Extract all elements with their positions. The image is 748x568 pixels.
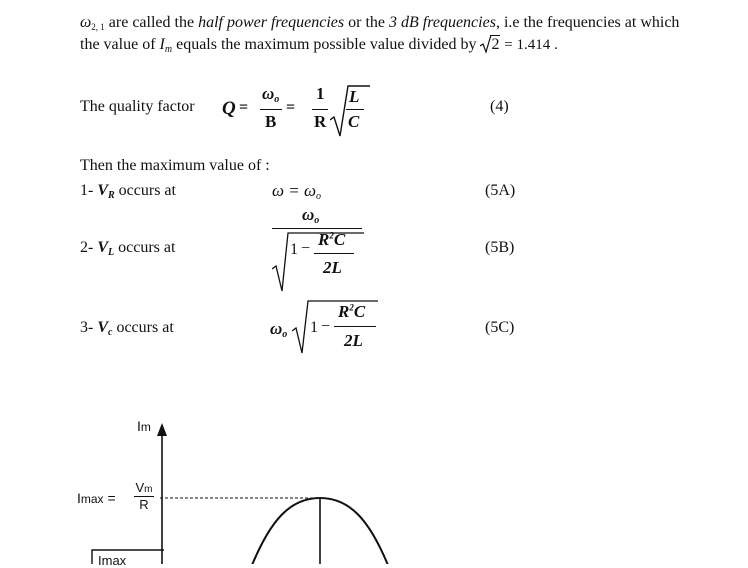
y-axis-arrow <box>157 423 167 436</box>
sqrt-two: 2 <box>480 36 500 54</box>
item-vr-label: 1- $V_R$ occurs at <box>80 182 176 201</box>
imax-box-label: Imax <box>98 553 127 568</box>
item-vc-label: 3- $V_c$ occurs at <box>80 319 174 338</box>
quality-factor-label: The quality factor <box>80 98 195 115</box>
item-vl-equation: $\omega_o$ 1 − $R^2C$ 2L <box>272 205 382 295</box>
item-vc-equation: $\omega_o$ 1 − $R^2C$ 2L <box>270 297 390 363</box>
item-vr-equation: $\omega = \omega_o$ <box>272 181 321 202</box>
quality-factor-equation: Q = $\omega_o$ B = 1 R L C <box>222 84 372 140</box>
graph-y-axis-label: Im <box>137 418 151 434</box>
intro-line-2: the value of $I_m$ equals the maximum possible value divided by 2 = 1.414 . <box>80 36 558 55</box>
eq-number-5b: (5B) <box>485 239 515 256</box>
omega-symbol: ω <box>80 14 92 31</box>
imax-label: Imax = <box>77 490 116 506</box>
then-line: Then the maximum value of : <box>80 157 270 174</box>
eq-number-5a: (5A) <box>485 182 516 199</box>
vm-over-r: Vm R <box>135 480 153 512</box>
intro-line-1: ω2, 1 are called the half power frequencies or the 3 dB frequencies, i.e the frequencies at which <box>80 14 680 32</box>
item-vl-label: 2- $V_L$ occurs at <box>80 239 176 258</box>
eq-number-5c: (5C) <box>485 319 515 336</box>
eq-number-4: (4) <box>490 98 509 115</box>
